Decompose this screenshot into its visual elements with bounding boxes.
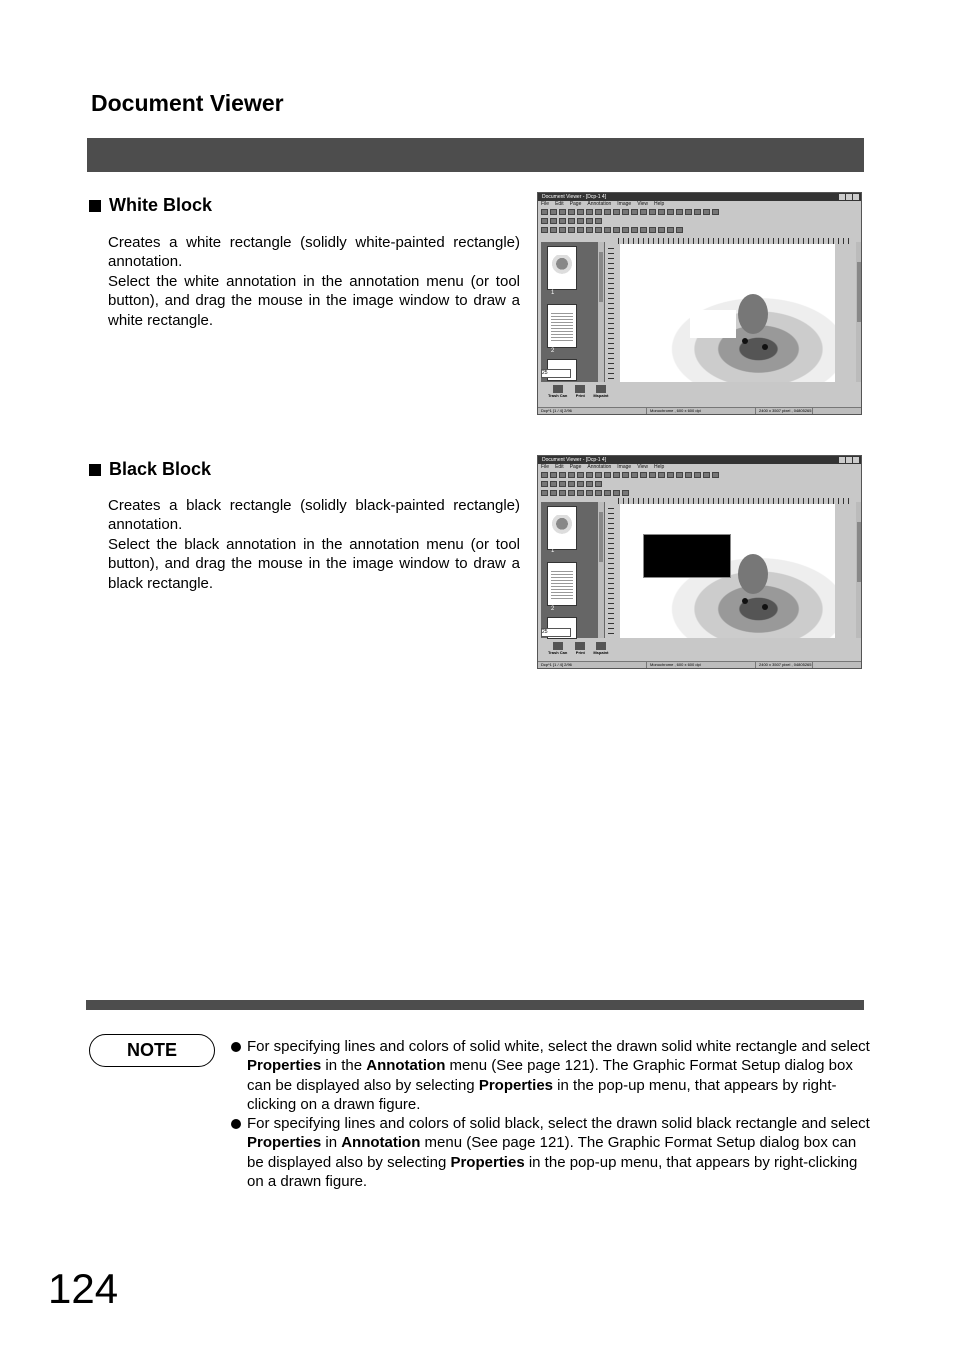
page-number-label: 2 — [551, 348, 555, 354]
mspaint-icon: Mspaint — [593, 385, 608, 398]
vertical-ruler — [608, 244, 614, 382]
menu-view: View — [637, 464, 648, 470]
page-title: Document Viewer — [91, 90, 284, 116]
section-heading-white-block — [89, 195, 212, 216]
menu-image: Image — [617, 464, 632, 470]
paragraph: Select the black annotation in the annotation menu (or tool button), and drag the mouse in the image window to draw a black rectangle. — [108, 535, 520, 592]
screenshot-white-block — [537, 192, 862, 415]
mspaint-icon: Mspaint — [593, 642, 608, 655]
window-titlebar — [538, 456, 861, 464]
thumbnail-scrollbar — [598, 242, 604, 382]
toolbar-row — [541, 481, 858, 489]
vertical-ruler — [608, 504, 614, 638]
page-number-label: 1 — [551, 290, 555, 296]
paragraph: Creates a black rectangle (solidly black-painted rectangle) annotation. — [108, 497, 520, 534]
white-rectangle-annotation — [690, 310, 736, 338]
print-icon: Print — [575, 385, 585, 398]
section-body-black-block — [108, 496, 520, 593]
menu-edit: Edit — [555, 201, 564, 207]
page-number-label: 1 — [551, 548, 555, 554]
maximize-icon — [846, 457, 852, 463]
thumbnail-pane — [541, 502, 605, 638]
thumbnail-pane — [541, 242, 605, 382]
screenshot-black-block — [537, 455, 862, 669]
print-icon: Print — [575, 642, 585, 655]
window-title: Document Viewer - [Dcp-1 4] — [542, 194, 607, 200]
toolbar-row — [541, 218, 858, 226]
divider-bar — [86, 1000, 864, 1010]
header-bar — [87, 138, 864, 172]
square-bullet-icon — [89, 200, 101, 212]
paragraph: Select the white annotation in the annotation menu (or tool button), and drag the mouse in the image window to draw a white rectangle. — [108, 272, 520, 329]
trash-can-icon: Trash Can — [548, 642, 567, 655]
black-rectangle-annotation — [643, 534, 731, 578]
zoom-field: 25 — [541, 369, 571, 378]
maximize-icon — [846, 194, 852, 200]
menu-annotation: Annotation — [587, 201, 612, 207]
annotation-toolbar — [541, 490, 858, 498]
menu-help: Help — [653, 464, 665, 470]
note-item: For specifying lines and colors of solid black, select the drawn solid black rectangle and select Properties in Annotation menu (See page 121). The Graphic Format Setup dialog box can be displayed also by selecting Properties in the pop-up menu, that appears by right-clicking on a drawn figure. — [231, 1114, 871, 1191]
page-thumbnail — [547, 562, 577, 606]
paragraph: Creates a white rectangle (solidly white-painted rectangle) annotation. — [108, 234, 520, 271]
menu-bar — [538, 201, 861, 208]
status-bar: Dcp*1 [1 / 4] 2/96 Monochrome , 600 x 600 dpi 2400 x 3507 pixel , 04805265 — [538, 407, 861, 414]
section-heading-black-block — [89, 459, 211, 480]
menu-file: File — [541, 464, 550, 470]
close-icon — [853, 457, 859, 463]
menu-page: Page — [569, 464, 582, 470]
annotation-toolbar — [541, 227, 858, 235]
tray-icons — [548, 642, 608, 655]
close-icon — [853, 194, 859, 200]
image-window — [620, 504, 835, 638]
toolbar-row — [541, 209, 858, 217]
menu-image: Image — [617, 201, 632, 207]
bullet-icon — [231, 1042, 241, 1052]
minimize-icon — [839, 194, 845, 200]
zoom-field: 25 — [541, 628, 571, 637]
menu-annotation: Annotation — [587, 464, 612, 470]
tray-icons — [548, 385, 608, 398]
menu-bar — [538, 464, 861, 471]
status-bar: Dcp*1 [1 / 4] 2/96 Monochrome , 600 x 600 dpi 2400 x 3507 pixel , 04805265 — [538, 661, 861, 668]
page-thumbnail — [547, 304, 577, 348]
note-item: For specifying lines and colors of solid white, select the drawn solid white rectangle and select Properties in the Annotation menu (See page 121). The Graphic Format Setup dialog box can be displayed also by selecting Properties in the pop-up menu, that appears by right-clicking on a drawn figure. — [231, 1037, 871, 1114]
page-thumbnail — [547, 506, 577, 550]
bullet-icon — [231, 1119, 241, 1129]
menu-view: View — [637, 201, 648, 207]
trash-can-icon: Trash Can — [548, 385, 567, 398]
window-controls — [839, 194, 859, 200]
image-scrollbar — [856, 502, 862, 638]
section-body-white-block — [108, 233, 520, 330]
menu-file: File — [541, 201, 550, 207]
note-label: NOTE — [89, 1034, 215, 1067]
image-scrollbar — [856, 242, 862, 382]
window-controls — [839, 457, 859, 463]
window-titlebar — [538, 193, 861, 201]
window-title: Document Viewer - [Dcp-1 4] — [542, 457, 607, 463]
section-title: Black Block — [109, 459, 212, 479]
section-title: White Block — [109, 195, 213, 215]
toolbar-row — [541, 472, 858, 480]
page-thumbnail — [547, 246, 577, 290]
image-window — [620, 244, 835, 382]
menu-page: Page — [569, 201, 582, 207]
page-number: 124 — [48, 1265, 119, 1312]
menu-help: Help — [653, 201, 665, 207]
square-bullet-icon — [89, 464, 101, 476]
menu-edit: Edit — [555, 464, 564, 470]
minimize-icon — [839, 457, 845, 463]
page-number-label: 2 — [551, 606, 555, 612]
note-list — [231, 1037, 871, 1191]
thumbnail-scrollbar — [598, 502, 604, 638]
